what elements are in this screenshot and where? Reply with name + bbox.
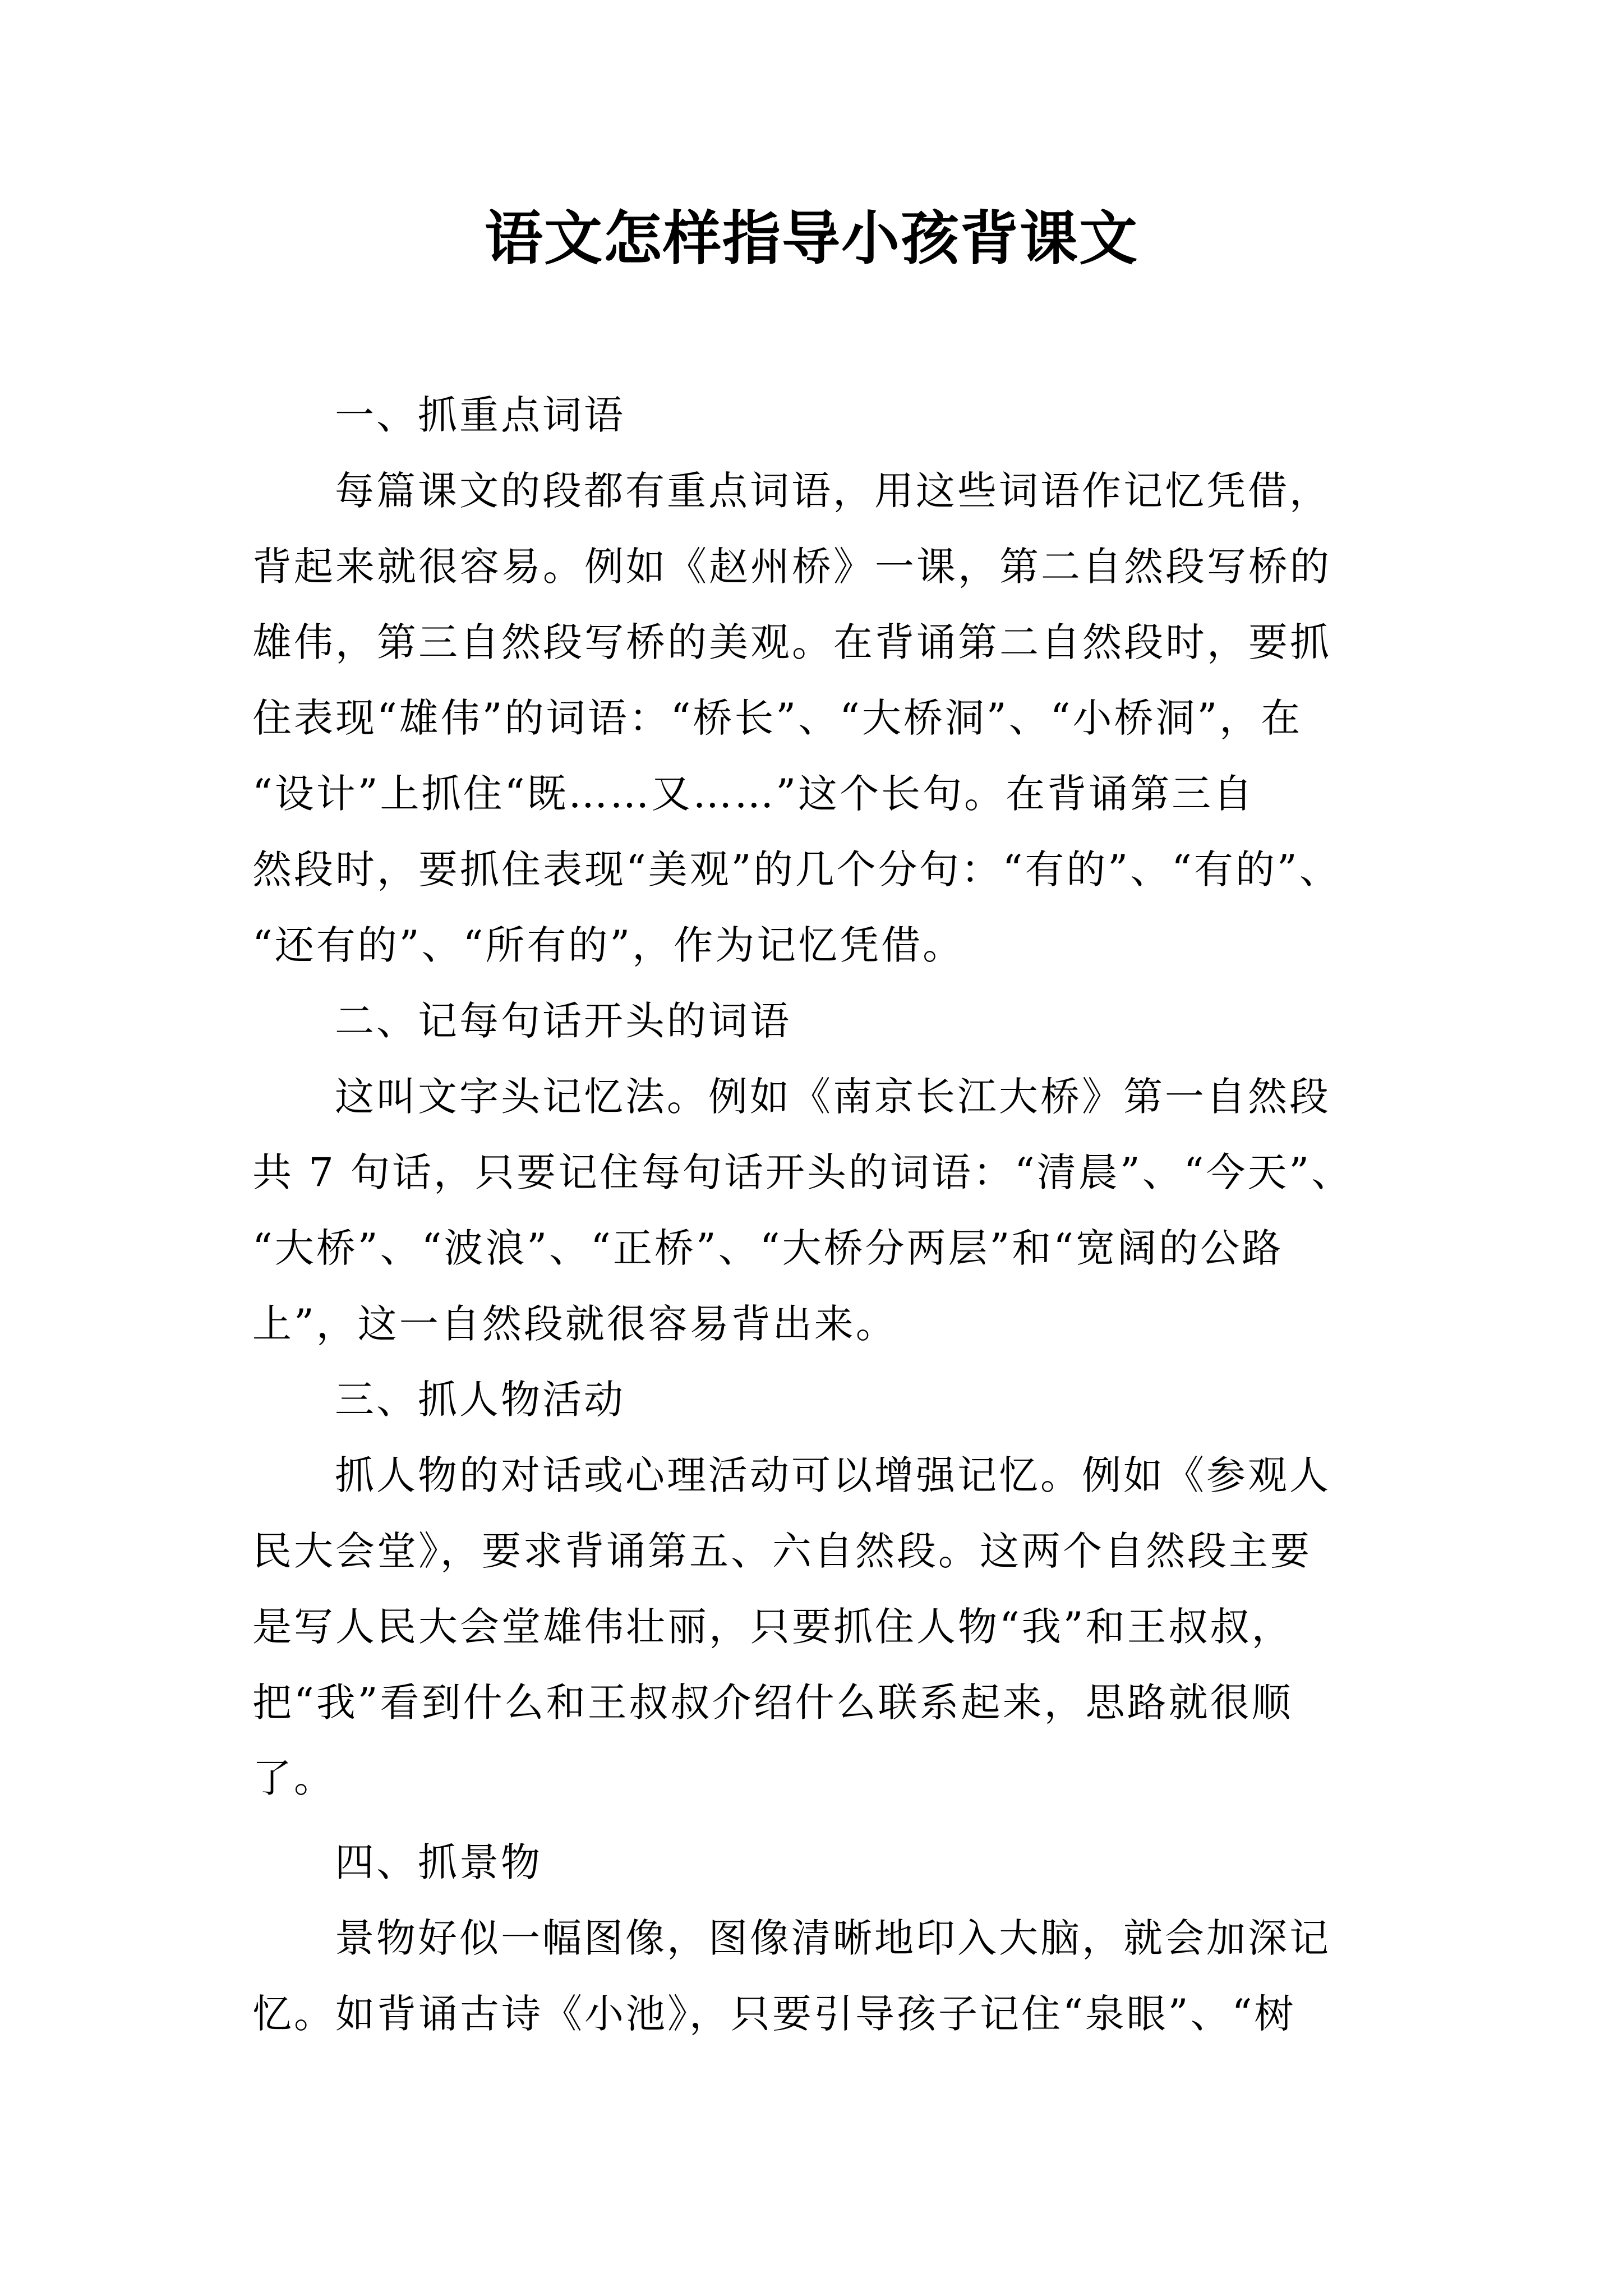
paragraph-line: 背起来就很容易。例如《赵州桥》一课，第二自然段写桥的 <box>252 544 1331 590</box>
paragraph-line: 上”，这一自然段就很容易背出来。 <box>252 1301 897 1347</box>
paragraph-line: 然段时，要抓住表现“美观”的几个分句：“有的”、“有的”、 <box>252 846 1341 892</box>
paragraph-line: “大桥”、“波浪”、“正桥”、“大桥分两层”和“宽阔的公路 <box>252 1225 1284 1271</box>
paragraph-line: “还有的”、“所有的”，作为记忆凭借。 <box>252 922 965 968</box>
paragraph-line: 雄伟，第三自然段写桥的美观。在背诵第二自然段时，要抓 <box>252 619 1331 665</box>
section-heading-2: 二、记每句话开头的词语 <box>335 998 791 1044</box>
paragraph-line: 抓人物的对话或心理活动可以增强记忆。例如《参观人 <box>335 1452 1331 1498</box>
paragraph-line: 把“我”看到什么和王叔叔介绍什么联系起来，思路就很顺 <box>252 1680 1293 1726</box>
paragraph-line: 每篇课文的段都有重点词语，用这些词语作记忆凭借， <box>335 468 1331 514</box>
paragraph-line: 民大会堂》，要求背诵第五、六自然段。这两个自然段主要 <box>252 1528 1312 1574</box>
paragraph-line: “设计”上抓住“既……又……”这个长句。在背诵第三自 <box>252 771 1255 817</box>
section-heading-4: 四、抓景物 <box>335 1839 542 1885</box>
section-heading-3: 三、抓人物活动 <box>335 1377 625 1423</box>
paragraph-line: 共 7 句话，只要记住每句话开头的词语：“清晨”、“今天”、 <box>252 1149 1353 1195</box>
paragraph-line: 是写人民大会堂雄伟壮丽，只要抓住人物“我”和王叔叔， <box>252 1604 1293 1650</box>
section-heading-1: 一、抓重点词语 <box>335 392 625 438</box>
paragraph-line: 这叫文字头记忆法。例如《南京长江大桥》第一自然段 <box>335 1074 1331 1120</box>
document-title: 语文怎样指导小孩背课文 <box>484 204 1138 273</box>
paragraph-line: 忆。如背诵古诗《小池》，只要引导孩子记住“泉眼”、“树 <box>252 1991 1296 2037</box>
paragraph-line: 了。 <box>252 1755 335 1801</box>
paragraph-line: 住表现“雄伟”的词语：“桥长”、“大桥洞”、“小桥洞”，在 <box>252 695 1303 741</box>
paragraph-line: 景物好似一幅图像，图像清晰地印入大脑，就会加深记 <box>335 1915 1331 1961</box>
